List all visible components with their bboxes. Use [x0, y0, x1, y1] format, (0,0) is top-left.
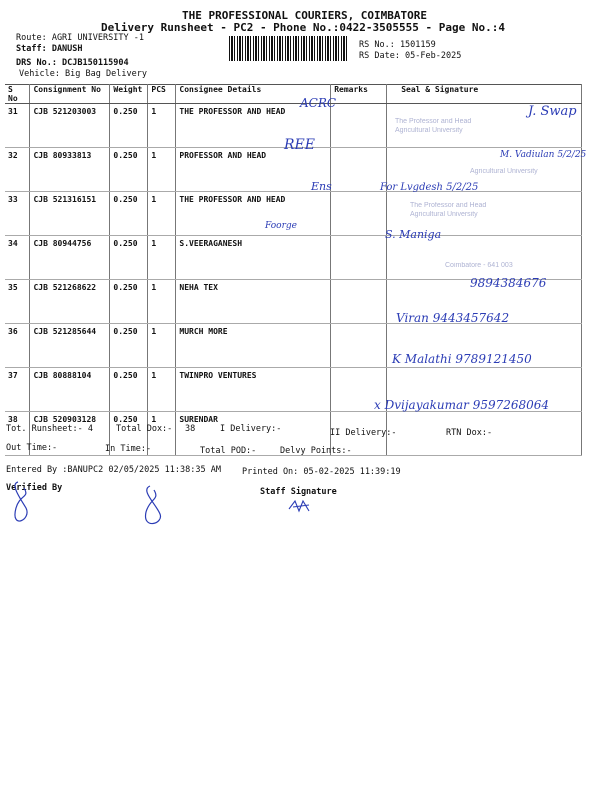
- staff-signature-label: Staff Signature: [260, 487, 337, 497]
- cell-consignment: CJB 80933813: [30, 148, 110, 192]
- cell-sno: 38: [5, 412, 30, 456]
- total-dox-label: Total Dox:-: [116, 424, 173, 434]
- cell-consignee: THE PROFESSOR AND HEAD: [176, 104, 331, 148]
- stamp-5: Agricultural University: [410, 211, 478, 218]
- col-consignment: Consignment No: [30, 85, 110, 104]
- cell-remarks: [331, 148, 387, 192]
- rs-number: RS No.: 1501159: [359, 40, 436, 50]
- cell-remarks: [331, 324, 387, 368]
- hand-note-33: Ens: [311, 180, 332, 193]
- cell-pcs: 1: [148, 324, 176, 368]
- hand-note-31: ACRC: [300, 96, 337, 110]
- verifier-signature-marks: [0, 478, 200, 538]
- cell-consignment: CJB 521316151: [30, 192, 110, 236]
- barcode: [229, 36, 347, 64]
- cell-pcs: 1: [148, 368, 176, 412]
- col-pcs: PCS: [148, 85, 176, 104]
- staff: Staff: DANUSH: [16, 44, 83, 54]
- stamp-6: Coimbatore - 641 003: [445, 262, 513, 269]
- cell-pcs: 1: [148, 280, 176, 324]
- signature-32: M. Vadiulan 5/2/25: [500, 150, 587, 160]
- vehicle: Vehicle: Big Bag Delivery: [19, 69, 147, 79]
- cell-consignment: CJB 521285644: [30, 324, 110, 368]
- cell-consignee: TWINPRO VENTURES: [176, 368, 331, 412]
- hand-note-32: REE: [284, 137, 315, 153]
- cell-consignment: CJB 520903128: [30, 412, 110, 456]
- stamp-3: Agricultural University: [470, 168, 538, 175]
- cell-pcs: 1: [148, 192, 176, 236]
- drs-number: DRS No.: DCJB150115904: [16, 58, 129, 68]
- route: Route: AGRI UNIVERSITY -1: [16, 33, 144, 43]
- cell-consignment: CJB 521203003: [30, 104, 110, 148]
- table-row: [5, 236, 582, 280]
- cell-consignee: PROFESSOR AND HEAD: [176, 148, 331, 192]
- cell-pcs: 1: [148, 412, 176, 456]
- staff-signature-mark: [285, 497, 325, 517]
- cell-consignment: CJB 80888104: [30, 368, 110, 412]
- cell-weight: 0.250: [110, 368, 148, 412]
- cell-consignment: CJB 80944756: [30, 236, 110, 280]
- cell-sno: 36: [5, 324, 30, 368]
- total-pod: Total POD:-: [200, 446, 257, 456]
- signature-31: J. Swap: [528, 104, 577, 119]
- cell-consignee: S.VEERAGANESH: [176, 236, 331, 280]
- cell-pcs: 1: [148, 104, 176, 148]
- cell-pcs: 1: [148, 236, 176, 280]
- signature-33: For Lvgdesh 5/2/25: [380, 182, 479, 193]
- cell-weight: 0.250: [110, 192, 148, 236]
- cell-consignee: THE PROFESSOR AND HEAD: [176, 192, 331, 236]
- stamp-4: The Professor and Head: [410, 202, 487, 209]
- cell-weight: 0.250: [110, 412, 148, 456]
- col-remarks: Remarks: [331, 85, 387, 104]
- cell-seal-signature: [387, 236, 582, 280]
- cell-sno: 37: [5, 368, 30, 412]
- signature-34: S. Maniga: [385, 228, 442, 241]
- cell-sno: 31: [5, 104, 30, 148]
- rtn-dox: RTN Dox:-: [446, 428, 493, 438]
- cell-weight: 0.250: [110, 236, 148, 280]
- cell-consignee: SURENDAR: [176, 412, 331, 456]
- cell-consignee: MURCH MORE: [176, 324, 331, 368]
- cell-weight: 0.250: [110, 148, 148, 192]
- cell-sno: 33: [5, 192, 30, 236]
- col-weight: Weight: [110, 85, 148, 104]
- signature-37: K Malathi 9789121450: [392, 352, 532, 366]
- cell-remarks: [331, 236, 387, 280]
- cell-remarks: [331, 192, 387, 236]
- stamp-2: Agricultural University: [395, 127, 463, 134]
- cell-sno: 32: [5, 148, 30, 192]
- cell-weight: 0.250: [110, 324, 148, 368]
- cell-consignment: CJB 521268622: [30, 280, 110, 324]
- runsheet-subtitle: Delivery Runsheet - PC2 - Phone No.:0422-3505555 - Page No.:4: [101, 21, 505, 34]
- delvy-points: Delvy Points:-: [280, 446, 352, 456]
- entered-by: Entered By :BANUPC2 02/05/2025 11:38:35 AM: [6, 465, 221, 475]
- col-seal-signature: Seal & Signature: [387, 85, 582, 104]
- col-consignee: Consignee Details: [176, 85, 331, 104]
- out-time: Out Time:-: [6, 443, 58, 453]
- rs-date: RS Date: 05-Feb-2025: [359, 51, 462, 61]
- cell-consignee: NEHA TEX: [176, 280, 331, 324]
- cell-weight: 0.250: [110, 280, 148, 324]
- tot-runsheet: Tot. Runsheet:- 4: [6, 424, 93, 434]
- stamp-1: The Professor and Head: [395, 118, 472, 125]
- signature-36: Viran 9443457642: [396, 311, 510, 325]
- cell-remarks: [331, 104, 387, 148]
- hand-note-34: Foorge: [265, 221, 297, 231]
- company-name: THE PROFESSIONAL COURIERS, COIMBATORE: [182, 9, 428, 22]
- cell-sno: 35: [5, 280, 30, 324]
- cell-weight: 0.250: [110, 104, 148, 148]
- verified-by: Verified By: [6, 483, 63, 493]
- printed-on: Printed On: 05-02-2025 11:39:19: [242, 467, 401, 477]
- in-time: In Time:-: [105, 444, 152, 454]
- table-header: [5, 85, 582, 104]
- cell-remarks: [331, 280, 387, 324]
- ii-delivery: II Delivery:-: [330, 428, 397, 438]
- cell-sno: 34: [5, 236, 30, 280]
- cell-pcs: 1: [148, 148, 176, 192]
- signature-38: x Dvijayakumar 9597268064: [374, 398, 550, 412]
- total-dox-value: 38: [185, 424, 196, 434]
- signature-35: 9894384676: [470, 276, 547, 290]
- col-sno: S No: [5, 85, 30, 104]
- i-delivery: I Delivery:-: [220, 424, 282, 434]
